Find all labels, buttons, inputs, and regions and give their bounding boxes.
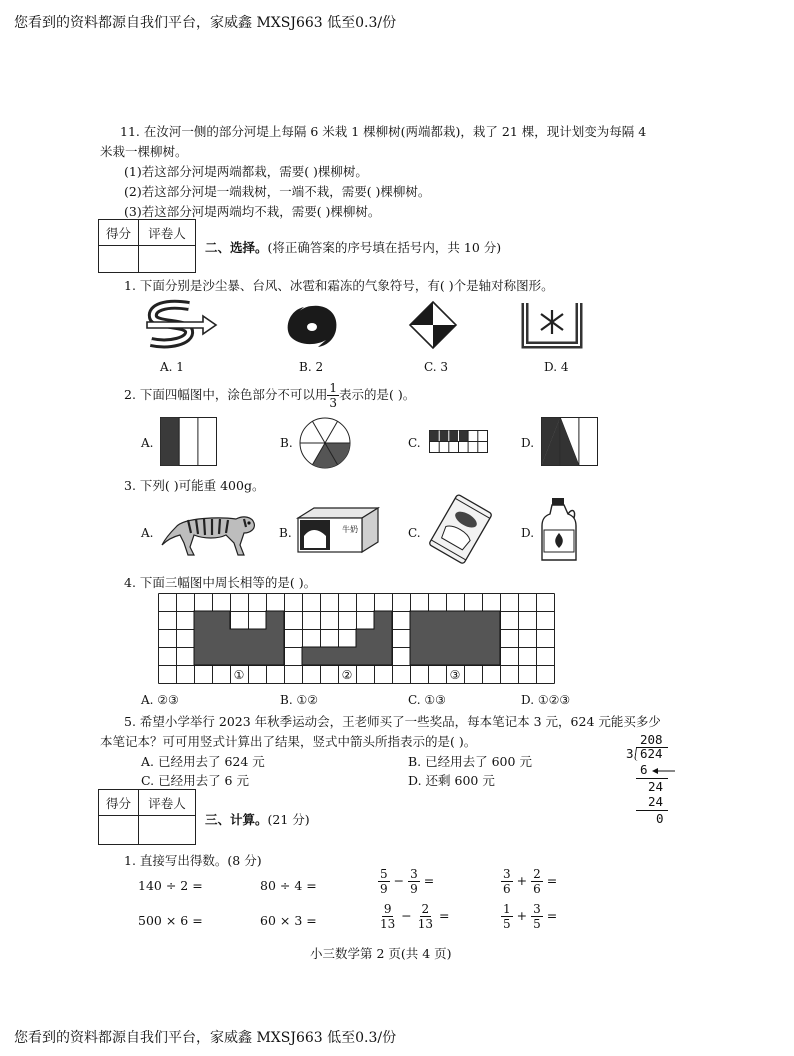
step-1: 6 bbox=[640, 762, 648, 777]
snack-bag-picture bbox=[426, 496, 494, 564]
s2q4-option-a[interactable]: A. ②③ bbox=[141, 693, 179, 707]
grader-blank[interactable] bbox=[138, 245, 196, 273]
grader-blank-2[interactable] bbox=[138, 815, 196, 845]
remainder: 0 bbox=[656, 811, 664, 826]
q11-sub2: (2)若这部分河堤一端栽树，一端不栽，需要( )棵柳树。 bbox=[124, 184, 431, 199]
shape-3 bbox=[410, 611, 500, 665]
figure-c-grid bbox=[429, 430, 491, 454]
s2q5-option-b[interactable]: B. 已经用去了 600 元 bbox=[408, 754, 532, 769]
s2q3-label-a[interactable]: A. bbox=[141, 526, 154, 540]
milk-box-label: 牛奶 bbox=[342, 525, 358, 534]
marker-1: ① bbox=[233, 668, 245, 682]
score-box-section2 bbox=[98, 219, 196, 273]
s2q1-text: 1. 下面分别是沙尘暴、台风、冰雹和霜冻的气象符号，有( )个是轴对称图形。 bbox=[124, 278, 554, 293]
marker-3: ③ bbox=[449, 668, 461, 682]
section3-heading bbox=[205, 810, 310, 828]
s2q2-text bbox=[124, 382, 415, 409]
grader-label: 评卷人 bbox=[138, 219, 196, 246]
s2q2-label-a[interactable]: A. bbox=[141, 436, 154, 450]
section2-heading bbox=[205, 238, 501, 256]
s3q1-title: 1. 直接写出得数。(8 分) bbox=[124, 853, 262, 868]
tiger-picture bbox=[160, 505, 260, 557]
calc-80-div-4: 80 ÷ 4 = bbox=[260, 878, 317, 893]
s2q3-label-d[interactable]: D. bbox=[521, 526, 535, 540]
s2q2-label-b[interactable]: B. bbox=[280, 436, 293, 450]
dividend: 624 bbox=[640, 746, 663, 761]
arrow-icon bbox=[652, 766, 676, 776]
figure-a-rectangle bbox=[160, 417, 218, 467]
oil-bottle-picture bbox=[538, 496, 578, 564]
calc-frac-9-13-minus-2-13: $\frac{9}{13}$ − $\frac{2}{13}$ = bbox=[380, 902, 450, 931]
typhoon-symbol bbox=[282, 300, 342, 350]
bottom-banner: 您看到的资料都源自我们平台，家威鑫 MXSJ663 低至0.3/份 bbox=[14, 1030, 397, 1046]
s2q4-text: 4. 下面三幅图中周长相等的是( )。 bbox=[124, 575, 317, 590]
frost-symbol bbox=[522, 300, 582, 348]
s2q2-label-c[interactable]: C. bbox=[408, 436, 421, 450]
quotient: 208 bbox=[640, 732, 663, 747]
figure-d-rectangle bbox=[541, 417, 599, 467]
step-3: 24 bbox=[648, 794, 664, 809]
s2q4-option-d[interactable]: D. ①②③ bbox=[521, 693, 571, 707]
shape-1 bbox=[194, 611, 284, 665]
section2-note: (将正确答案的序号填在括号内，共 10 分) bbox=[267, 240, 502, 255]
long-division bbox=[620, 732, 680, 827]
section3-title: 三、计算。 bbox=[205, 812, 268, 827]
calc-frac-1-5-plus-3-5: $\frac{1}{5}$ + $\frac{3}{5}$ = bbox=[503, 902, 558, 931]
calc-frac-5-9-minus-3-9: $\frac{5}{9}$ − $\frac{3}{9}$ = bbox=[380, 867, 435, 896]
q11-line2: 米栽一棵柳树。 bbox=[100, 144, 188, 159]
s2q5-option-d[interactable]: D. 还剩 600 元 bbox=[408, 773, 495, 788]
s2q5-line1: 5. 希望小学举行 2023 年秋季运动会，王老师买了一些奖品，每本笔记本 3 元，624 元能买多少 bbox=[124, 714, 661, 729]
hail-symbol bbox=[408, 300, 458, 350]
q11-sub3: (3)若这部分河堤两端均不栽，需要( )棵柳树。 bbox=[124, 204, 381, 219]
s2q2-text-before: 2. 下面四幅图中，涂色部分不可以用 bbox=[124, 387, 328, 402]
score-label-2: 得分 bbox=[98, 789, 139, 816]
s2q1-option-d[interactable]: D. 4 bbox=[544, 360, 569, 374]
s2q1-option-b[interactable]: B. 2 bbox=[299, 360, 324, 374]
section3-note: (21 分) bbox=[267, 812, 310, 827]
s2q1-option-c[interactable]: C. 3 bbox=[424, 360, 449, 374]
calc-500-times-6: 500 × 6 = bbox=[138, 913, 203, 928]
shape-2 bbox=[302, 611, 392, 665]
perimeter-grid-figure bbox=[158, 593, 552, 685]
score-label: 得分 bbox=[98, 219, 139, 246]
one-third-fraction: $\frac{1}{3}$ bbox=[329, 381, 338, 410]
page-footer: 小三数学第 2 页(共 4 页) bbox=[310, 946, 452, 961]
score-blank[interactable] bbox=[98, 245, 139, 273]
s2q1-option-a[interactable]: A. 1 bbox=[160, 360, 184, 374]
calc-140-div-2: 140 ÷ 2 = bbox=[138, 878, 203, 893]
section2-title: 二、选择。 bbox=[205, 240, 268, 255]
marker-2: ② bbox=[341, 668, 353, 682]
milk-box-picture bbox=[296, 506, 382, 554]
score-box-section3 bbox=[98, 789, 196, 845]
step-2: 24 bbox=[648, 779, 664, 794]
grader-label-2: 评卷人 bbox=[138, 789, 196, 816]
s2q3-label-c[interactable]: C. bbox=[408, 526, 421, 540]
s2q4-option-b[interactable]: B. ①② bbox=[280, 693, 318, 707]
sandstorm-symbol bbox=[145, 300, 217, 350]
divisor: 3 bbox=[626, 746, 634, 761]
s2q2-text-after: 表示的是( )。 bbox=[339, 387, 416, 402]
calc-60-times-3: 60 × 3 = bbox=[260, 913, 317, 928]
top-banner: 您看到的资料都源自我们平台，家威鑫 MXSJ663 低至0.3/份 bbox=[14, 15, 397, 31]
s2q3-text: 3. 下列( )可能重 400g。 bbox=[124, 478, 265, 493]
q11-sub1: (1)若这部分河堤两端都栽，需要( )棵柳树。 bbox=[124, 164, 368, 179]
s2q5-option-c[interactable]: C. 已经用去了 6 元 bbox=[141, 773, 249, 788]
score-blank-2[interactable] bbox=[98, 815, 139, 845]
s2q4-option-c[interactable]: C. ①③ bbox=[408, 693, 446, 707]
q11-line1: 11. 在汝河一侧的部分河堤上每隔 6 米栽 1 棵柳树(两端都栽)，栽了 21 棵，现计划变为每隔 4 bbox=[120, 124, 647, 139]
s2q3-label-b[interactable]: B. bbox=[279, 526, 292, 540]
figure-b-circle bbox=[298, 416, 352, 470]
calc-frac-3-6-plus-2-6: $\frac{3}{6}$ + $\frac{2}{6}$ = bbox=[503, 867, 558, 896]
s2q2-label-d[interactable]: D. bbox=[521, 436, 535, 450]
s2q5-line2: 本笔记本？可可用竖式计算出了结果，竖式中箭头所指表示的是( )。 bbox=[100, 734, 477, 749]
s2q5-option-a[interactable]: A. 已经用去了 624 元 bbox=[141, 754, 265, 769]
